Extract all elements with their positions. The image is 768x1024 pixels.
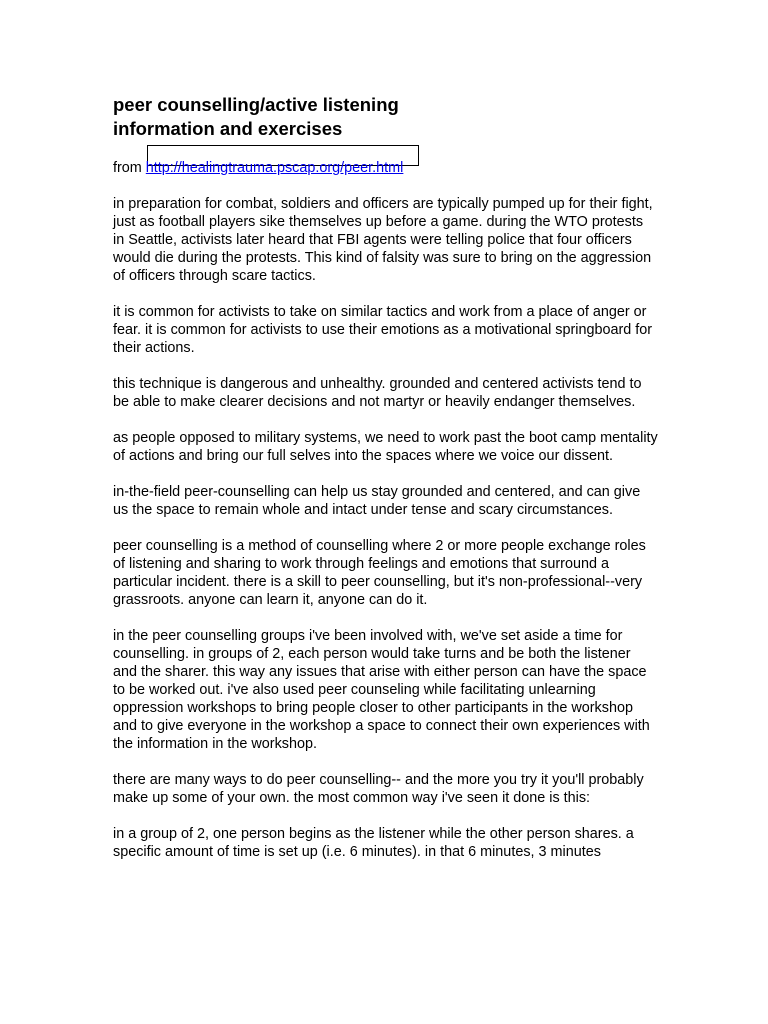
paragraph-1: in preparation for combat, soldiers and officers are typically pumped up for their fight, just as football players sike themselves up before a game. during the WTO protests in Seattle, activists later heard that FBI agents were telling police that four officers would die during the protests. This kind of falsity was sure to bring on the aggression of officers through scare tactics. (113, 196, 653, 284)
source-line (113, 159, 653, 177)
paragraph-8: there are many ways to do peer counselling-- and the more you try it you'll probably make up some of your own. the most common way i've seen it done is this: (113, 772, 644, 806)
paragraph-2: it is common for activists to take on similar tactics and work from a place of anger or fear. it is common for activists to use their emotions as a motivational springboard for their actions. (113, 304, 653, 356)
paragraph-7: in the peer counselling groups i've been involved with, we've set aside a time for counselling. in groups of 2, each person would take turns and be both the listener and the sharer. this way any issues that arise with either person can have the space to be worked out. i've also used peer counseling while facilitating unlearning oppression workshops to bring people closer to other participants in the workshop and to give everyone in the workshop a space to connect their own experiences with the information in the workshop. (113, 628, 650, 752)
title-line-2: information and exercises (113, 118, 343, 139)
paragraph-3: this technique is dangerous and unhealthy. grounded and centered activists tend to be able to make clearer decisions and not martyr or heavily endanger themselves. (113, 376, 642, 410)
paragraph-9: in a group of 2, one person begins as the listener while the other person shares. a specific amount of time is set up (i.e. 6 minutes). in that 6 minutes, 3 minutes (113, 826, 634, 860)
document-title (113, 93, 653, 141)
source-link[interactable]: http://healingtrauma.pscap.org/peer.html (145, 160, 404, 176)
document-body (113, 195, 658, 879)
paragraph-6: peer counselling is a method of counselling where 2 or more people exchange roles of listening and sharing to work through feelings and emotions that surround a particular incident. there is a skill to peer counselling, but it's non-professional--very grassroots. anyone can learn it, anyone can do it. (113, 538, 646, 608)
source-prefix: from (113, 160, 146, 176)
title-line-1: peer counselling/active listening (113, 94, 399, 115)
paragraph-5: in-the-field peer-counselling can help us stay grounded and centered, and can give us the space to remain whole and intact under tense and scary circumstances. (113, 484, 641, 518)
paragraph-4: as people opposed to military systems, we need to work past the boot camp mentality of actions and bring our full selves into the spaces where we voice our dissent. (113, 430, 658, 464)
